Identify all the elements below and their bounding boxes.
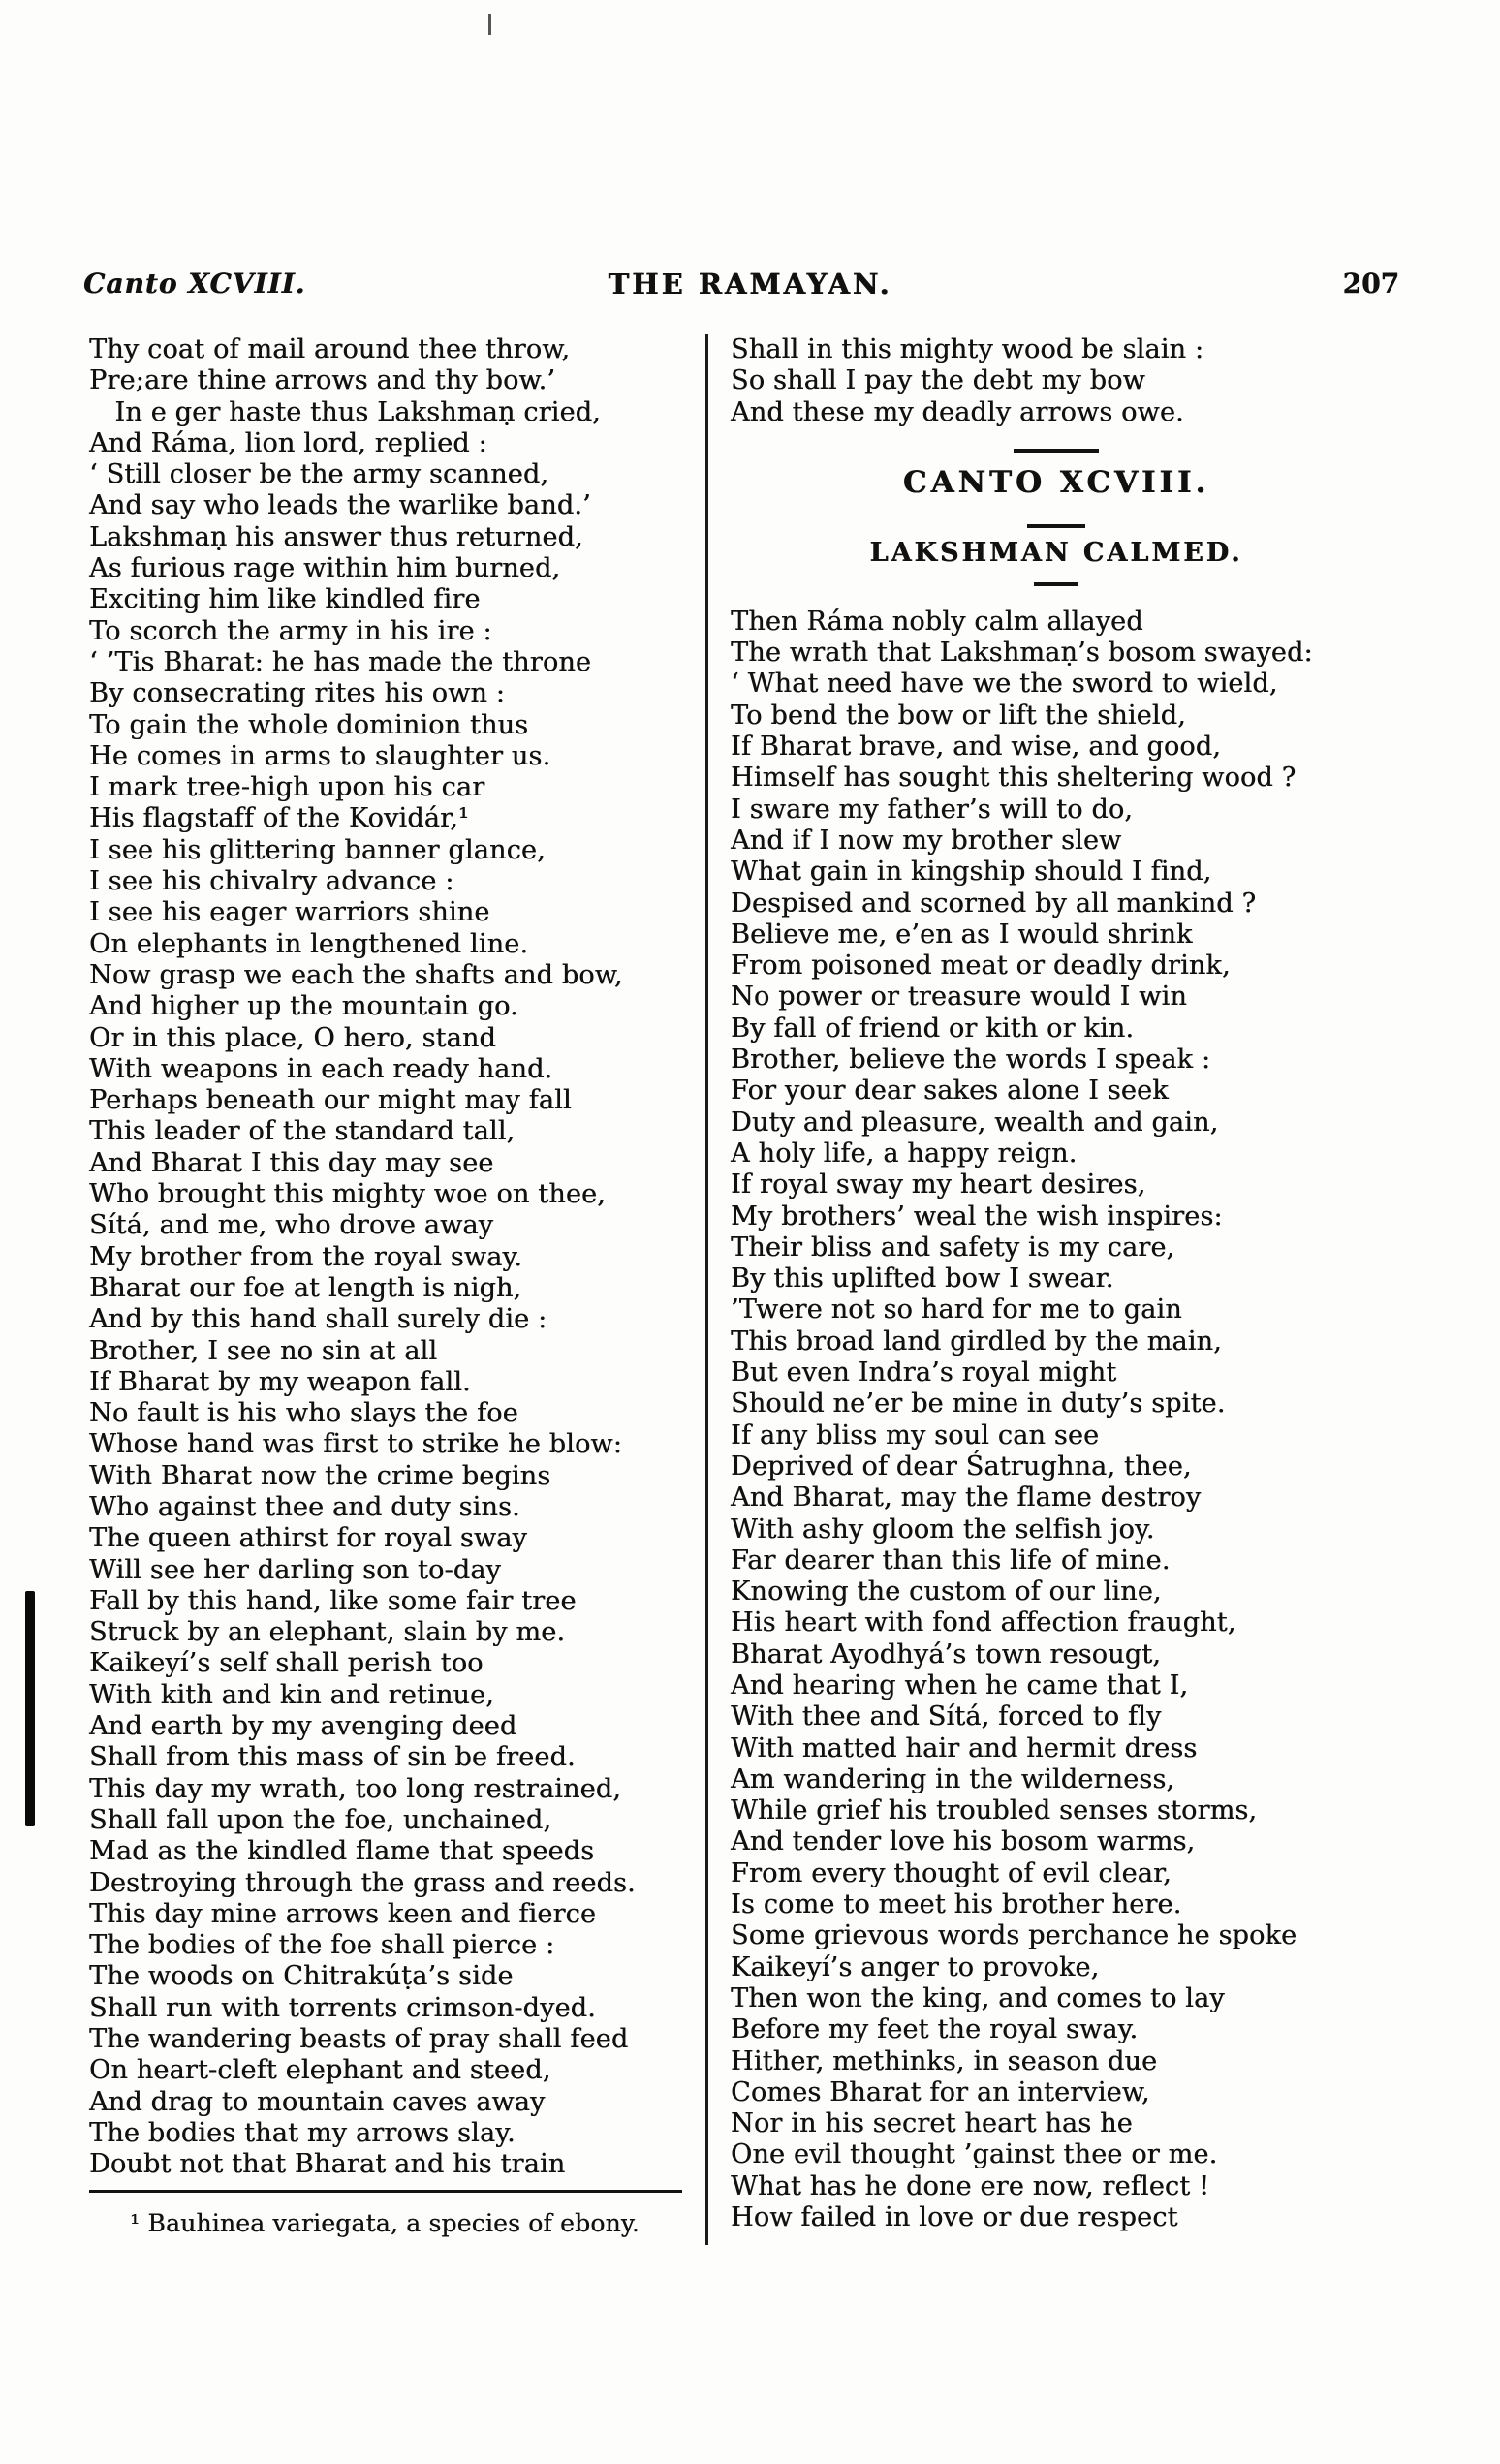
poem-line: Brother, I see no sin at all: [89, 1335, 438, 1366]
poem-line: ‘ ’Tis Bharat: he has made the throne: [89, 646, 592, 677]
poem-line: Should ne’er be mine in duty’s spite.: [731, 1388, 1226, 1419]
poem-line: This broad land girdled by the main,: [731, 1326, 1222, 1357]
poem-line: Shall from this mass of sin be freed.: [89, 1742, 576, 1773]
poem-line: Struck by an elephant, slain by me.: [89, 1617, 566, 1648]
poem-line: Will see her darling son to-day: [89, 1554, 501, 1585]
poem-line: Despised and scorned by all mankind ?: [731, 888, 1257, 919]
poem-line: Some grievous words perchance he spoke: [731, 1920, 1297, 1951]
right-poem: [731, 607, 1382, 2233]
poem-line: Doubt not that Bharat and his train: [89, 2149, 566, 2180]
right-column: [731, 334, 1382, 2233]
poem-line: I mark tree-high upon his car: [89, 772, 485, 803]
poem-line: From poisoned meat or deadly drink,: [731, 951, 1231, 982]
poem-line: Lakshmaṇ his answer thus returned,: [89, 521, 583, 552]
poem-line: And earth by my avenging deed: [89, 1711, 517, 1742]
poem-line: With kith and kin and retinue,: [89, 1679, 494, 1710]
poem-line: To scorch the army in his ire :: [89, 615, 492, 646]
poem-line: No fault is his who slays the foe: [89, 1398, 518, 1429]
poem-line: No power or treasure would I win: [731, 982, 1187, 1013]
footnote-rule: [89, 2190, 682, 2193]
poem-line: My brothers’ weal the wish inspires:: [731, 1201, 1223, 1232]
running-head-canto: Canto XCVIII.: [83, 267, 306, 299]
poem-line: And hearing when he came that I,: [731, 1669, 1189, 1700]
poem-line: One evil thought ’gainst thee or me.: [731, 2139, 1218, 2170]
poem-line: With matted hair and hermit dress: [731, 1732, 1198, 1763]
poem-line: How failed in love or due respect: [731, 2202, 1178, 2233]
poem-line: This day my wrath, too long restrained,: [89, 1773, 621, 1804]
poem-line: Kaikeyí’s anger to provoke,: [731, 1951, 1100, 1982]
poem-line: With thee and Sítá, forced to fly: [731, 1701, 1162, 1732]
poem-line: And Ráma, lion lord, replied :: [89, 427, 487, 458]
poem-line: By consecrating rites his own :: [89, 678, 506, 709]
poem-line: Who brought this mighty woe on thee,: [89, 1179, 606, 1210]
poem-line: And if I now my brother slew: [731, 825, 1122, 856]
poem-line: A holy life, a happy reign.: [731, 1138, 1078, 1169]
poem-line: I see his eager warriors shine: [89, 897, 490, 928]
poem-line: The wandering beasts of pray shall feed: [89, 2024, 629, 2055]
poem-line: While grief his troubled senses storms,: [731, 1795, 1258, 1826]
poem-line: If Bharat brave, and wise, and good,: [731, 732, 1222, 763]
poem-line: And higher up the mountain go.: [89, 991, 518, 1022]
poem-line: I sware my father’s will to do,: [731, 794, 1134, 825]
footnote: ¹ Bauhinea variegata, a species of ebony.: [130, 2208, 640, 2237]
page-number: 207: [1342, 267, 1399, 299]
poem-line: If any bliss my soul can see: [731, 1419, 1100, 1450]
poem-line: His flagstaff of the Kovidár,¹: [89, 803, 469, 834]
poem-line: With Bharat now the crime begins: [89, 1460, 551, 1491]
poem-line: ’Twere not so hard for me to gain: [731, 1294, 1182, 1326]
column-divider-rule: [705, 334, 708, 2245]
poem-line: By fall of friend or kith or kin.: [731, 1013, 1135, 1044]
poem-line: From every thought of evil clear,: [731, 1857, 1172, 1888]
poem-line: With weapons in each ready hand.: [89, 1053, 553, 1084]
poem-line: So shall I pay the debt my bow: [731, 365, 1145, 396]
section-divider: [1014, 449, 1099, 453]
poem-line: The wrath that Lakshmaṇ’s bosom swayed:: [731, 638, 1313, 669]
poem-line: Far dearer than this life of mine.: [731, 1544, 1171, 1575]
left-column: [89, 334, 698, 2237]
poem-line: Thy coat of mail around thee throw,: [89, 334, 571, 364]
poem-line: Am wandering in the wilderness,: [731, 1763, 1175, 1794]
poem-line: Bharat our foe at length is nigh,: [89, 1272, 522, 1303]
poem-line: Brother, believe the words I speak :: [731, 1045, 1211, 1076]
poem-line: The woods on Chitrakúṭa’s side: [89, 1961, 514, 1992]
right-poem-intro: [731, 334, 1382, 428]
poem-line: Hither, methinks, in season due: [731, 2045, 1158, 2076]
poem-line: And these my deadly arrows owe.: [731, 396, 1184, 427]
poem-line: On elephants in lengthened line.: [89, 928, 529, 959]
poem-line: Is come to meet his brother here.: [731, 1889, 1182, 1920]
poem-line: I see his chivalry advance :: [89, 866, 454, 897]
poem-line: Their bliss and safety is my care,: [731, 1232, 1175, 1263]
poem-line: I see his glittering banner glance,: [89, 834, 546, 865]
poem-line: Perhaps beneath our might may fall: [89, 1085, 572, 1116]
poem-line: Destroying through the grass and reeds.: [89, 1867, 636, 1898]
poem-line: Or in this place, O hero, stand: [89, 1022, 496, 1053]
canto-heading: CANTO XCVIII.: [902, 464, 1210, 500]
poem-line: What gain in kingship should I find,: [731, 857, 1212, 888]
poem-line: Duty and pleasure, wealth and gain,: [731, 1107, 1219, 1138]
poem-line: The queen athirst for royal sway: [89, 1523, 527, 1554]
poem-line: But even Indra’s royal might: [731, 1357, 1117, 1388]
poem-line: Nor in his secret heart has he: [731, 2108, 1133, 2139]
running-head: [0, 267, 1500, 310]
poem-line: Who against thee and duty sins.: [89, 1491, 520, 1522]
poem-line: And Bharat I this day may see: [89, 1147, 494, 1178]
poem-line: Before my feet the royal sway.: [731, 2014, 1139, 2045]
poem-line: He comes in arms to slaughter us.: [89, 740, 551, 771]
poem-line: In e ger haste thus Lakshmaṇ cried,: [89, 396, 601, 427]
poem-line: Himself has sought this sheltering wood ?: [731, 763, 1297, 794]
poem-line: And drag to mountain caves away: [89, 2086, 546, 2117]
section-divider: [1034, 582, 1078, 586]
poem-line: The bodies of the foe shall pierce :: [89, 1930, 555, 1961]
poem-line: On heart-cleft elephant and steed,: [89, 2055, 551, 2086]
canto-subtitle: LAKSHMAN CALMED.: [869, 537, 1243, 568]
poem-line: And tender love his bosom warms,: [731, 1826, 1196, 1857]
poem-line: The bodies that my arrows slay.: [89, 2117, 516, 2148]
poem-line: Now grasp we each the shafts and bow,: [89, 959, 623, 990]
poem-line: To bend the bow or lift the shield,: [731, 700, 1186, 731]
poem-line: Whose hand was first to strike he blow:: [89, 1429, 623, 1460]
poem-line: And Bharat, may the flame destroy: [731, 1482, 1202, 1513]
poem-line: Kaikeyí’s self shall perish too: [89, 1648, 484, 1679]
poem-line: As furious rage within him burned,: [89, 553, 561, 584]
poem-line: ‘ What need have we the sword to wield,: [731, 669, 1278, 700]
poem-line: Comes Bharat for an interview,: [731, 2076, 1150, 2107]
scan-artifact-ink-smudge: [25, 1591, 35, 1826]
poem-line: Mad as the kindled flame that speeds: [89, 1836, 595, 1867]
poem-line: Exciting him like kindled fire: [89, 584, 481, 615]
poem-line: With ashy gloom the selfish joy.: [731, 1513, 1155, 1544]
poem-line: Pre;are thine arrows and thy bow.’: [89, 365, 556, 396]
poem-line: My brother from the royal sway.: [89, 1241, 523, 1272]
poem-line: Knowing the custom of our line,: [731, 1576, 1162, 1607]
poem-line: And by this hand shall surely die :: [89, 1304, 547, 1335]
scan-artifact-tick: [488, 14, 491, 35]
poem-line: ‘ Still closer be the army scanned,: [89, 459, 549, 490]
poem-line: Shall run with torrents crimson-dyed.: [89, 1992, 596, 2023]
poem-line: Shall in this mighty wood be slain :: [731, 334, 1204, 364]
poem-line: Shall fall upon the foe, unchained,: [89, 1804, 552, 1835]
poem-line: To gain the whole dominion thus: [89, 709, 529, 740]
poem-line: This day mine arrows keen and fierce: [89, 1898, 597, 1929]
poem-line: This leader of the standard tall,: [89, 1116, 516, 1147]
running-head-title: THE RAMAYAN.: [608, 267, 892, 300]
poem-line: By this uplifted bow I swear.: [731, 1263, 1114, 1294]
poem-line: If royal sway my heart desires,: [731, 1170, 1146, 1201]
left-poem: [89, 334, 698, 2181]
poem-line: Then won the king, and comes to lay: [731, 1982, 1225, 2013]
poem-line: For your dear sakes alone I seek: [731, 1076, 1169, 1107]
poem-line: If Bharat by my weapon fall.: [89, 1366, 471, 1397]
section-divider: [1027, 524, 1085, 528]
poem-line: And say who leads the warlike band.’: [89, 490, 591, 521]
poem-line: Deprived of dear Śatrughna, thee,: [731, 1450, 1192, 1482]
poem-line: Bharat Ayodhyá’s town resougt,: [731, 1638, 1162, 1669]
poem-line: Sítá, and me, who drove away: [89, 1210, 494, 1241]
poem-line: Then Ráma nobly calm allayed: [731, 606, 1143, 637]
poem-line: Fall by this hand, like some fair tree: [89, 1585, 577, 1616]
poem-line: His heart with fond affection fraught,: [731, 1607, 1236, 1638]
poem-line: Believe me, e’en as I would shrink: [731, 919, 1193, 950]
poem-line: What has he done ere now, reflect !: [731, 2170, 1210, 2201]
